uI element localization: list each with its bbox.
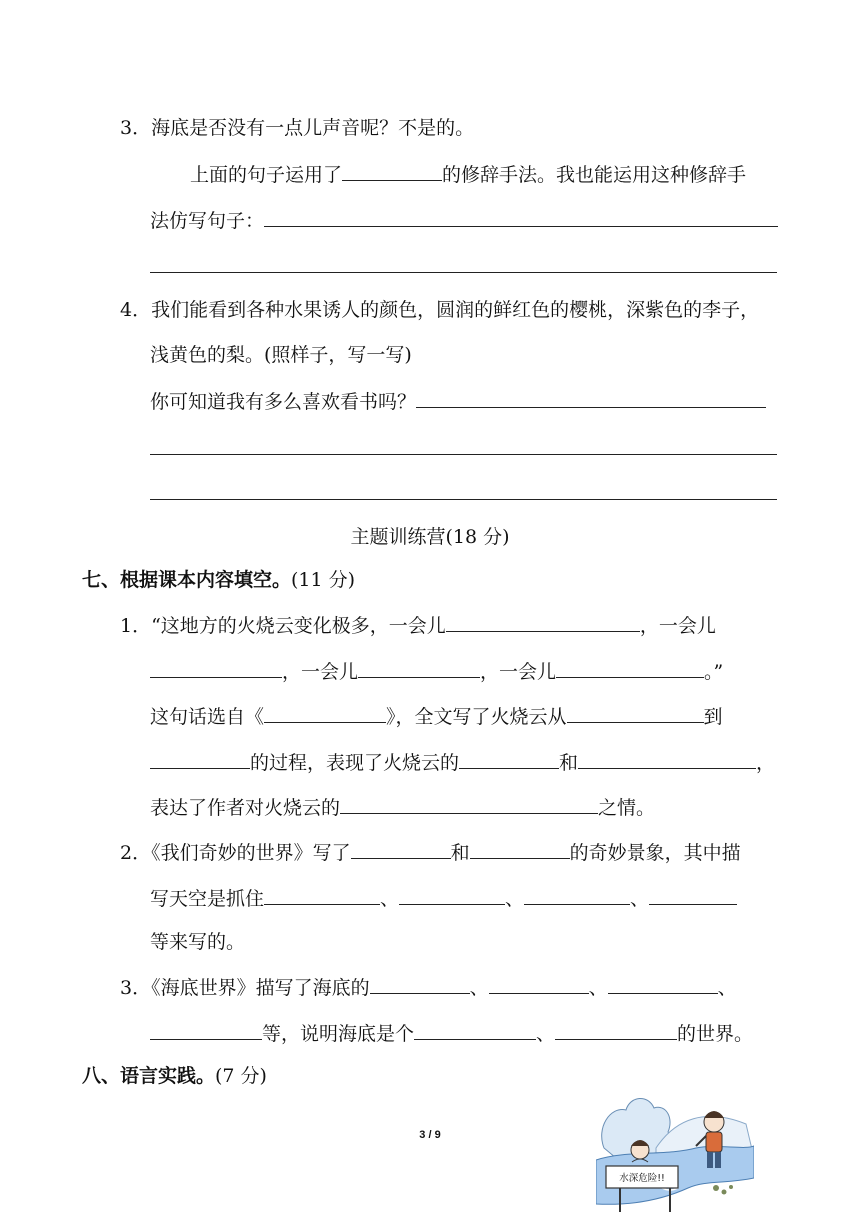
p7-q1-text: 到 [703, 706, 723, 728]
q3-line1-text-a: 上面的句子运用了 [190, 164, 343, 186]
answer-blank[interactable] [649, 886, 737, 905]
p7-q2-line2 [150, 886, 737, 911]
p7-q1-line1 [120, 613, 716, 638]
answer-blank[interactable] [150, 750, 250, 769]
p7-q1-text: 之情。 [598, 797, 656, 819]
q3-line1 [190, 162, 746, 187]
answer-blank[interactable] [556, 659, 704, 678]
p7-q1-text: 1．“这地方的火烧云变化极多，一会儿 [120, 615, 446, 637]
p7-q3-text: 的世界。 [677, 1023, 754, 1045]
p7-q1-text: ， [756, 752, 776, 774]
p7-q3-line2 [150, 1021, 753, 1046]
separator: 、 [630, 888, 650, 910]
answer-blank[interactable] [358, 659, 480, 678]
part8-score: (7 分) [215, 1065, 267, 1087]
p7-q1-text: ，一会儿 [480, 661, 557, 683]
answer-blank[interactable] [351, 840, 451, 859]
answer-blank[interactable] [370, 975, 470, 994]
p7-q1-text: ，一会儿 [282, 661, 359, 683]
answer-blank[interactable] [578, 750, 756, 769]
answer-line[interactable] [150, 454, 777, 455]
p7-q3-text: 3．《海底世界》描写了海底的 [120, 977, 370, 999]
answer-blank[interactable] [342, 162, 442, 181]
q4-stem: 4．我们能看到各种水果诱人的颜色，圆润的鲜红色的樱桃，深紫色的李子， [120, 299, 760, 321]
answer-blank[interactable] [489, 975, 589, 994]
p7-q1-text: 的过程，表现了火烧云的 [250, 752, 460, 774]
p7-q2-text: 和 [450, 842, 470, 864]
p7-q1-line5 [150, 795, 655, 820]
p7-q1-text: 这句话选自《 [150, 706, 265, 728]
answer-blank[interactable] [416, 389, 766, 408]
part8-heading [82, 1064, 267, 1088]
p7-q2-line3: 等来写的。 [150, 931, 246, 953]
separator: 、 [536, 1023, 556, 1045]
q4-line3 [150, 389, 766, 414]
q3-line1-text-b: 的修辞手法。我也能运用这种修辞手 [442, 164, 747, 186]
q4-line3-text: 你可知道我有多么喜欢看书吗？ [150, 391, 417, 413]
p7-q1-text: 表达了作者对火烧云的 [150, 797, 341, 819]
water-danger-illustration [596, 1088, 754, 1213]
answer-line[interactable] [150, 499, 777, 500]
p7-q1-line4 [150, 750, 775, 775]
answer-blank[interactable] [264, 704, 386, 723]
part7-score: (11 分) [291, 569, 356, 591]
answer-blank[interactable] [524, 886, 630, 905]
p7-q1-text: ，一会儿 [639, 615, 716, 637]
answer-blank[interactable] [414, 1021, 536, 1040]
answer-blank[interactable] [470, 840, 570, 859]
q3-line2-text: 法仿写句子： [150, 210, 265, 232]
p7-q3-text: 等，说明海底是个 [262, 1023, 415, 1045]
answer-blank[interactable] [555, 1021, 677, 1040]
p7-q1-line2 [150, 659, 723, 684]
q3-line2 [150, 208, 778, 233]
separator: 、 [505, 888, 525, 910]
part7-heading [82, 568, 355, 592]
p7-q2-line1 [120, 840, 741, 865]
answer-blank[interactable] [264, 208, 778, 227]
answer-blank[interactable] [264, 886, 380, 905]
page-number: 3 / 9 [419, 1129, 441, 1141]
p7-q1-text: 和 [559, 752, 579, 774]
separator: 、 [380, 888, 400, 910]
p7-q1-line3 [150, 704, 723, 729]
answer-blank[interactable] [567, 704, 704, 723]
p7-q2-text: 写天空是抓住 [150, 888, 265, 910]
answer-blank[interactable] [446, 613, 640, 632]
p7-q2-text: 的奇妙景象，其中描 [569, 842, 741, 864]
separator: 、 [588, 977, 608, 999]
answer-blank[interactable] [340, 795, 598, 814]
warning-sign-text: 水深危险!! [619, 1173, 665, 1184]
answer-line[interactable] [150, 272, 777, 273]
answer-blank[interactable] [150, 659, 282, 678]
answer-blank[interactable] [459, 750, 559, 769]
q4-line2: 浅黄色的梨。(照样子，写一写) [150, 344, 412, 366]
answer-blank[interactable] [399, 886, 505, 905]
answer-blank[interactable] [608, 975, 718, 994]
answer-blank[interactable] [150, 1021, 262, 1040]
separator: 、 [469, 977, 489, 999]
section-title: 主题训练营(18 分) [350, 526, 510, 548]
part7-heading-text: 七、根据课本内容填空。 [82, 569, 292, 591]
p7-q2-text: 2．《我们奇妙的世界》写了 [120, 842, 351, 864]
q3-stem: 3．海底是否没有一点儿声音呢？不是的。 [120, 117, 475, 139]
p7-q1-text: 》，全文写了火烧云从 [386, 706, 567, 728]
part8-heading-text: 八、语言实践。 [82, 1065, 216, 1087]
separator: 、 [717, 977, 737, 999]
p7-q1-text: 。” [704, 661, 724, 683]
illustration-svg [596, 1088, 754, 1213]
p7-q3-line1 [120, 975, 737, 1000]
